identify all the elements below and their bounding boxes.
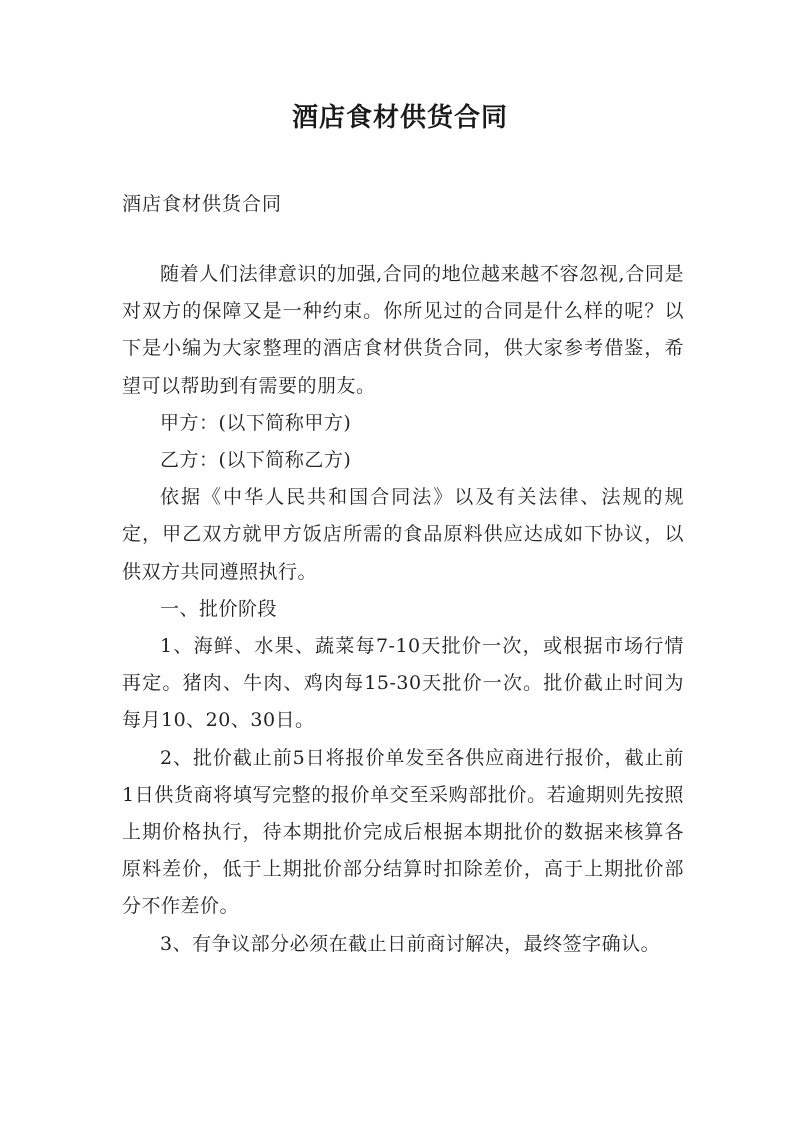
intro-paragraph: 随着人们法律意识的加强,合同的地位越来越不容忽视,合同是对双方的保障又是一种约束。你所见过的合同是什么样的呢？以下是小编为大家整理的酒店食材供货合同，供大家参考借鉴，希望可以帮助到有需要的朋友。 xyxy=(122,263,684,397)
clause-2: 2、批价截止前5日将报价单发至各供应商进行报价，截止前1日供货商将填写完整的报价单交至采购部批价。若逾期则先按照上期价格执行，待本期批价完成后根据本期批价的数据来核算各原料差价，低于上期批价部分结算时扣除差价，高于上期批价部分不作差价。 xyxy=(122,746,684,918)
party-b-line: 乙方：(以下简称乙方) xyxy=(160,449,352,472)
document-title: 酒店食材供货合同 xyxy=(291,103,508,133)
clause-3: 3、有争议部分必须在截止日前商讨解决，最终签字确认。 xyxy=(160,932,661,955)
section-heading-pricing: 一、批价阶段 xyxy=(160,597,278,620)
party-a-line: 甲方：(以下简称甲方) xyxy=(160,411,352,434)
document-body xyxy=(122,256,684,963)
basis-paragraph: 依据《中华人民共和国合同法》以及有关法律、法规的规定，甲乙双方就甲方饭店所需的食品原料供应达成如下协议，以供双方共同遵照执行。 xyxy=(122,486,684,583)
document-subtitle: 酒店食材供货合同 xyxy=(122,193,283,215)
clause-1: 1、海鲜、水果、蔬菜每7-10天批价一次，或根据市场行情再定。猪肉、牛肉、鸡肉每15-30天批价一次。批价截止时间为每月10、20、30日。 xyxy=(122,635,684,732)
